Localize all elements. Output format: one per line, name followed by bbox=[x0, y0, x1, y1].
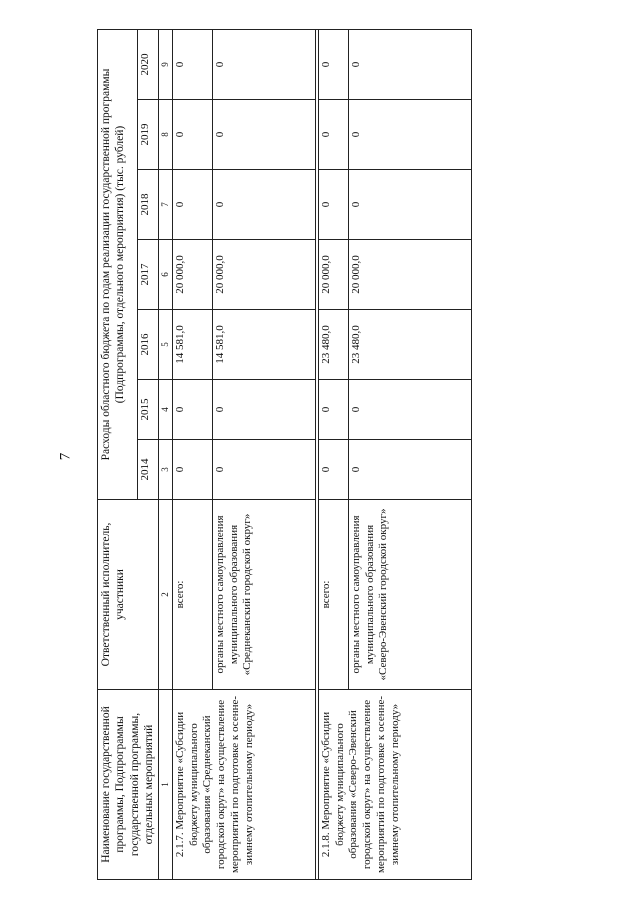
participant-value: 14 581,0 bbox=[212, 310, 315, 380]
table-row bbox=[318, 29, 348, 879]
participant-value: 0 bbox=[212, 380, 315, 440]
participant-value: 0 bbox=[348, 170, 471, 240]
rotated-table-sheet bbox=[97, 30, 640, 880]
participant-value: 20 000,0 bbox=[212, 240, 315, 310]
column-index: 6 bbox=[158, 240, 172, 310]
column-index: 5 bbox=[158, 310, 172, 380]
total-value: 0 bbox=[172, 100, 212, 170]
year-header: 2017 bbox=[137, 240, 158, 310]
total-value: 0 bbox=[172, 380, 212, 440]
participant-value: 0 bbox=[212, 170, 315, 240]
total-value: 0 bbox=[318, 440, 348, 500]
total-value: 20 000,0 bbox=[172, 240, 212, 310]
column-index: 4 bbox=[158, 380, 172, 440]
total-label: всего: bbox=[172, 500, 212, 690]
participant-value: 0 bbox=[348, 380, 471, 440]
participant-value: 20 000,0 bbox=[348, 240, 471, 310]
total-value: 14 581,0 bbox=[172, 310, 212, 380]
column-index: 2 bbox=[158, 500, 172, 690]
year-header: 2015 bbox=[137, 380, 158, 440]
column-index: 3 bbox=[158, 440, 172, 500]
total-value: 0 bbox=[318, 100, 348, 170]
total-value: 20 000,0 bbox=[318, 240, 348, 310]
participant-value: 0 bbox=[348, 440, 471, 500]
year-header: 2018 bbox=[137, 170, 158, 240]
page-number: 7 bbox=[57, 452, 74, 461]
measure-name: 2.1.8. Мероприятие «Субсидии бюджету муниципального образования «Северо-Эвенский городской округ» на осуществление мероприятий по подготовке к осенне-зимнему отопительному периоду» bbox=[318, 690, 471, 880]
column-index-row bbox=[158, 29, 172, 879]
column-index: 7 bbox=[158, 170, 172, 240]
total-value: 0 bbox=[172, 29, 212, 99]
participant-value: 23 480,0 bbox=[348, 310, 471, 380]
total-value: 0 bbox=[172, 170, 212, 240]
header-name: Наименование государственной программы, Подпрограммы государственной программы, отдельных мероприятий bbox=[98, 690, 159, 880]
column-index: 8 bbox=[158, 100, 172, 170]
participant-value: 0 bbox=[212, 100, 315, 170]
measure-name: 2.1.7. Мероприятие «Субсидии бюджету муниципального образования «Среднеканский городской округ» на осуществление мероприятий по подготовке к осенне-зимнему отопительному периоду» bbox=[172, 690, 315, 880]
participant-value: 0 bbox=[348, 100, 471, 170]
header-expenditures: Расходы областного бюджета по годам реализации государственной программы (Подпрограммы, отдельного мероприятия) (тыс. рублей) bbox=[98, 29, 138, 499]
header-executor: Ответственный исполнитель, участники bbox=[98, 500, 159, 690]
participant: органы местного самоуправления муниципального образования «Северо-Эвенский городской округ» bbox=[348, 500, 471, 690]
participant-value: 0 bbox=[212, 29, 315, 99]
participant-value: 0 bbox=[348, 29, 471, 99]
table-row bbox=[172, 29, 212, 879]
expenditure-table bbox=[97, 29, 472, 880]
year-header: 2019 bbox=[137, 100, 158, 170]
total-value: 23 480,0 bbox=[318, 310, 348, 380]
total-value: 0 bbox=[318, 170, 348, 240]
participant-value: 0 bbox=[212, 440, 315, 500]
column-index: 1 bbox=[158, 690, 172, 880]
total-value: 0 bbox=[318, 29, 348, 99]
total-value: 0 bbox=[318, 380, 348, 440]
total-label: всего: bbox=[318, 500, 348, 690]
year-header: 2016 bbox=[137, 310, 158, 380]
column-index: 9 bbox=[158, 29, 172, 99]
year-header: 2020 bbox=[137, 29, 158, 99]
year-header: 2014 bbox=[137, 440, 158, 500]
total-value: 0 bbox=[172, 440, 212, 500]
participant: органы местного самоуправления муниципального образования «Среднеканский городской округ» bbox=[212, 500, 315, 690]
